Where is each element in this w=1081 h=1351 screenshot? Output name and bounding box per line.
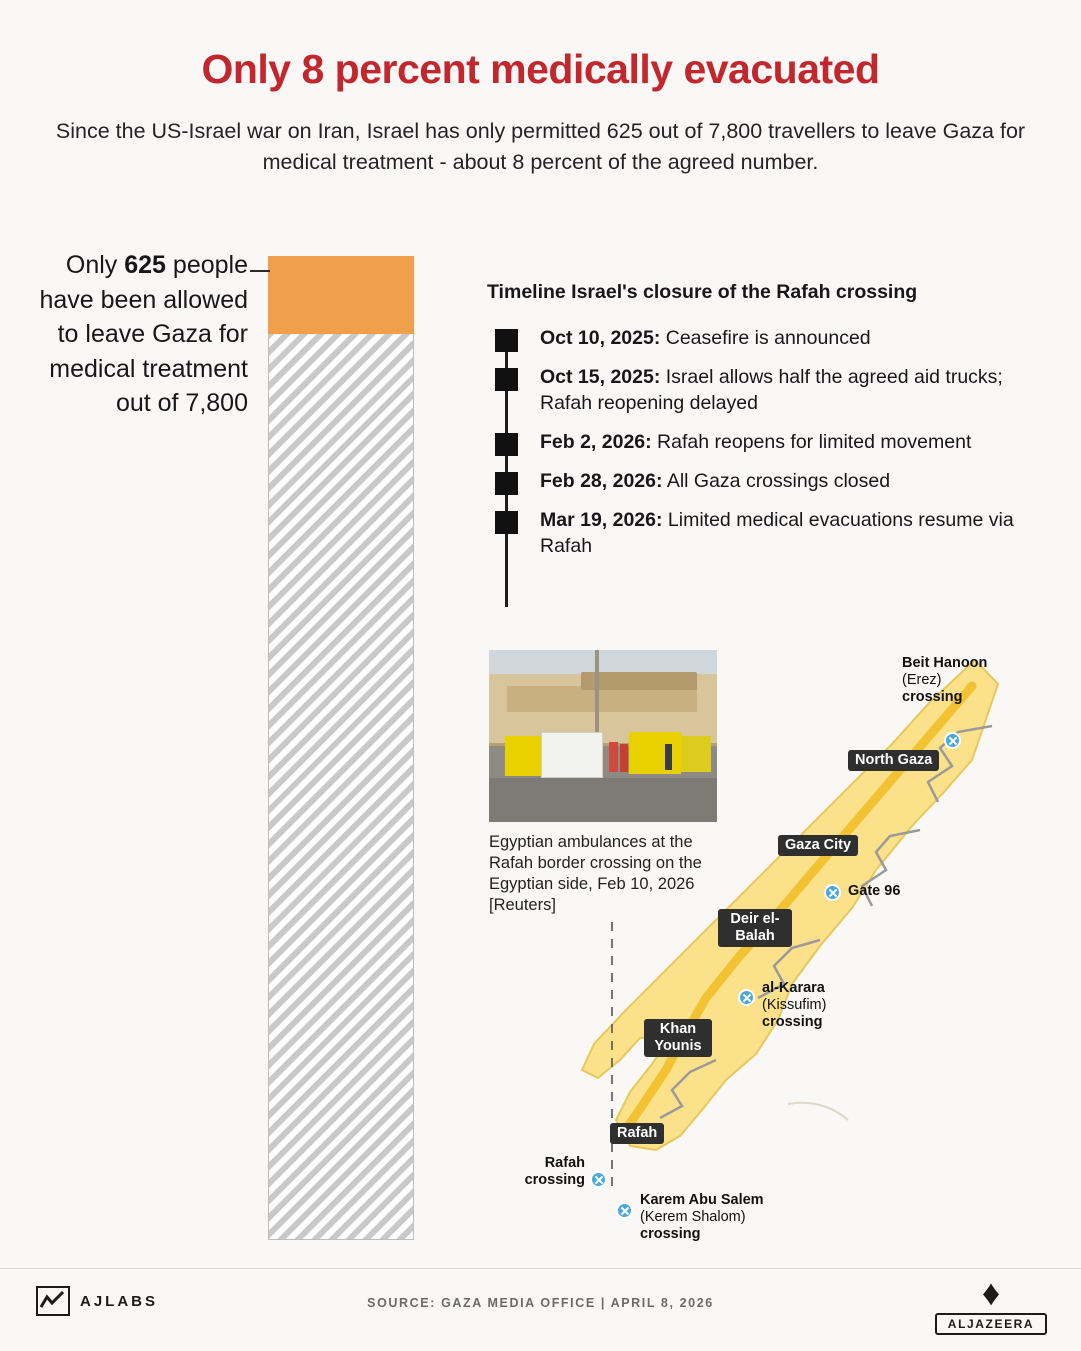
aljazeera-logo: [935, 1272, 1047, 1335]
timeline-item-date: Mar 19, 2026:: [540, 509, 663, 531]
ajlabs-wordmark: AJLABS: [80, 1292, 159, 1310]
crossing-name: Karem Abu Salem: [640, 1192, 764, 1208]
crossing-alt-name: (Kissufim): [762, 997, 827, 1013]
timeline-item-text: [540, 468, 1027, 494]
crossing-name: Beit Hanoon: [902, 655, 988, 671]
map-label-rafah: Rafah: [610, 1123, 664, 1144]
timeline-item-date: Oct 15, 2025:: [540, 366, 661, 388]
timeline-item-desc: Ceasefire is announced: [660, 327, 871, 349]
crossing-label-rafah: [475, 1155, 585, 1189]
timeline-item-desc: Israel allows half the agreed aid trucks; Rafah reopening delayed: [540, 366, 1003, 414]
timeline-item-text: [540, 429, 1027, 455]
gaza-map-svg: [520, 640, 1065, 1255]
timeline-item-date: Feb 28, 2026:: [540, 470, 663, 492]
timeline-item-text: [540, 364, 1027, 416]
inland-contour: [788, 1103, 848, 1120]
crossing-suffix: crossing: [902, 689, 963, 705]
crossing-suffix: crossing: [762, 1014, 823, 1030]
gaza-map: [520, 640, 1065, 1255]
timeline-marker-icon: [495, 433, 518, 456]
crossing-suffix: crossing: [524, 1172, 585, 1188]
bar-annotation-value: 625: [124, 251, 166, 279]
source-note: SOURCE: GAZA MEDIA OFFICE | APRIL 8, 2026: [367, 1296, 714, 1310]
crossing-label-beit-hanoon: [902, 655, 1062, 706]
crossing-marker-al-karara-icon: [738, 989, 755, 1006]
timeline-marker-icon: [495, 329, 518, 352]
timeline-item: [487, 507, 1027, 559]
map-label-north-gaza: North Gaza: [848, 750, 939, 771]
map-label-deir-el-balah: Deir el-Balah: [718, 909, 792, 947]
crossing-label-karem-abu-salem: [640, 1192, 830, 1243]
crossing-label-gate-96: [848, 883, 900, 900]
map-label-gaza-city: Gaza City: [778, 835, 858, 856]
bar-annotation-prefix: Only: [65, 251, 125, 279]
timeline-item-desc: Limited medical evacuations resume via Rafah: [540, 509, 1014, 557]
timeline-marker-icon: [495, 511, 518, 534]
crossing-name: Rafah: [544, 1155, 585, 1171]
page-subtitle: Since the US-Israel war on Iran, Israel has only permitted 625 out of 7,800 travellers to leave Gaza for medical treatment - about 8 percent of the agreed number.: [55, 119, 1026, 174]
bar-annotation: [20, 248, 248, 421]
crossing-marker-rafah-icon: [590, 1171, 607, 1188]
timeline-item: [487, 364, 1027, 416]
photo-caption: Egyptian ambulances at the Rafah border crossing on the Egyptian side, Feb 10, 2026 [Reuters]: [489, 833, 702, 914]
crossing-label-al-karara: [762, 980, 892, 1031]
crossing-suffix: crossing: [640, 1226, 701, 1242]
bar-leader-line: [250, 270, 270, 272]
timeline-item-desc: All Gaza crossings closed: [662, 470, 891, 492]
timeline-item-text: [540, 325, 1027, 351]
bar-chart: [268, 256, 414, 1240]
crossing-alt-name: (Erez): [902, 672, 942, 688]
map-label-khan-younis: Khan Younis: [644, 1019, 712, 1057]
crossing-name: Gate 96: [848, 883, 901, 899]
timeline-list: [487, 325, 1027, 572]
crossing-marker-gate-96-icon: [824, 884, 841, 901]
bar-permitted-segment: [268, 256, 414, 334]
page-title: Only 8 percent medically evacuated: [201, 46, 880, 92]
timeline-item-date: Oct 10, 2025:: [540, 327, 661, 349]
bar-annotation-rest: people have been allowed to leave Gaza for medical treatment out of 7,800: [39, 251, 248, 417]
timeline-marker-icon: [495, 368, 518, 391]
aljazeera-flame-icon: ♦: [981, 1272, 1001, 1313]
timeline-marker-icon: [495, 472, 518, 495]
bar-total-segment: [268, 256, 414, 1240]
timeline-item-date: Feb 2, 2026:: [540, 431, 652, 453]
footer-divider: [0, 1268, 1081, 1269]
aljazeera-wordmark: ALJAZEERA: [935, 1313, 1047, 1335]
timeline-item-desc: Rafah reopens for limited movement: [651, 431, 972, 453]
timeline-item: [487, 468, 1027, 494]
timeline-item: [487, 325, 1027, 351]
timeline-item-text: [540, 507, 1027, 559]
crossing-marker-beit-hanoon-icon: [944, 732, 961, 749]
crossing-name: al-Karara: [762, 980, 825, 996]
timeline-title: Timeline Israel's closure of the Rafah crossing: [487, 281, 918, 303]
crossing-alt-name: (Kerem Shalom): [640, 1209, 746, 1225]
crossing-marker-karem-abu-salem-icon: [616, 1202, 633, 1219]
timeline-item: [487, 429, 1027, 455]
